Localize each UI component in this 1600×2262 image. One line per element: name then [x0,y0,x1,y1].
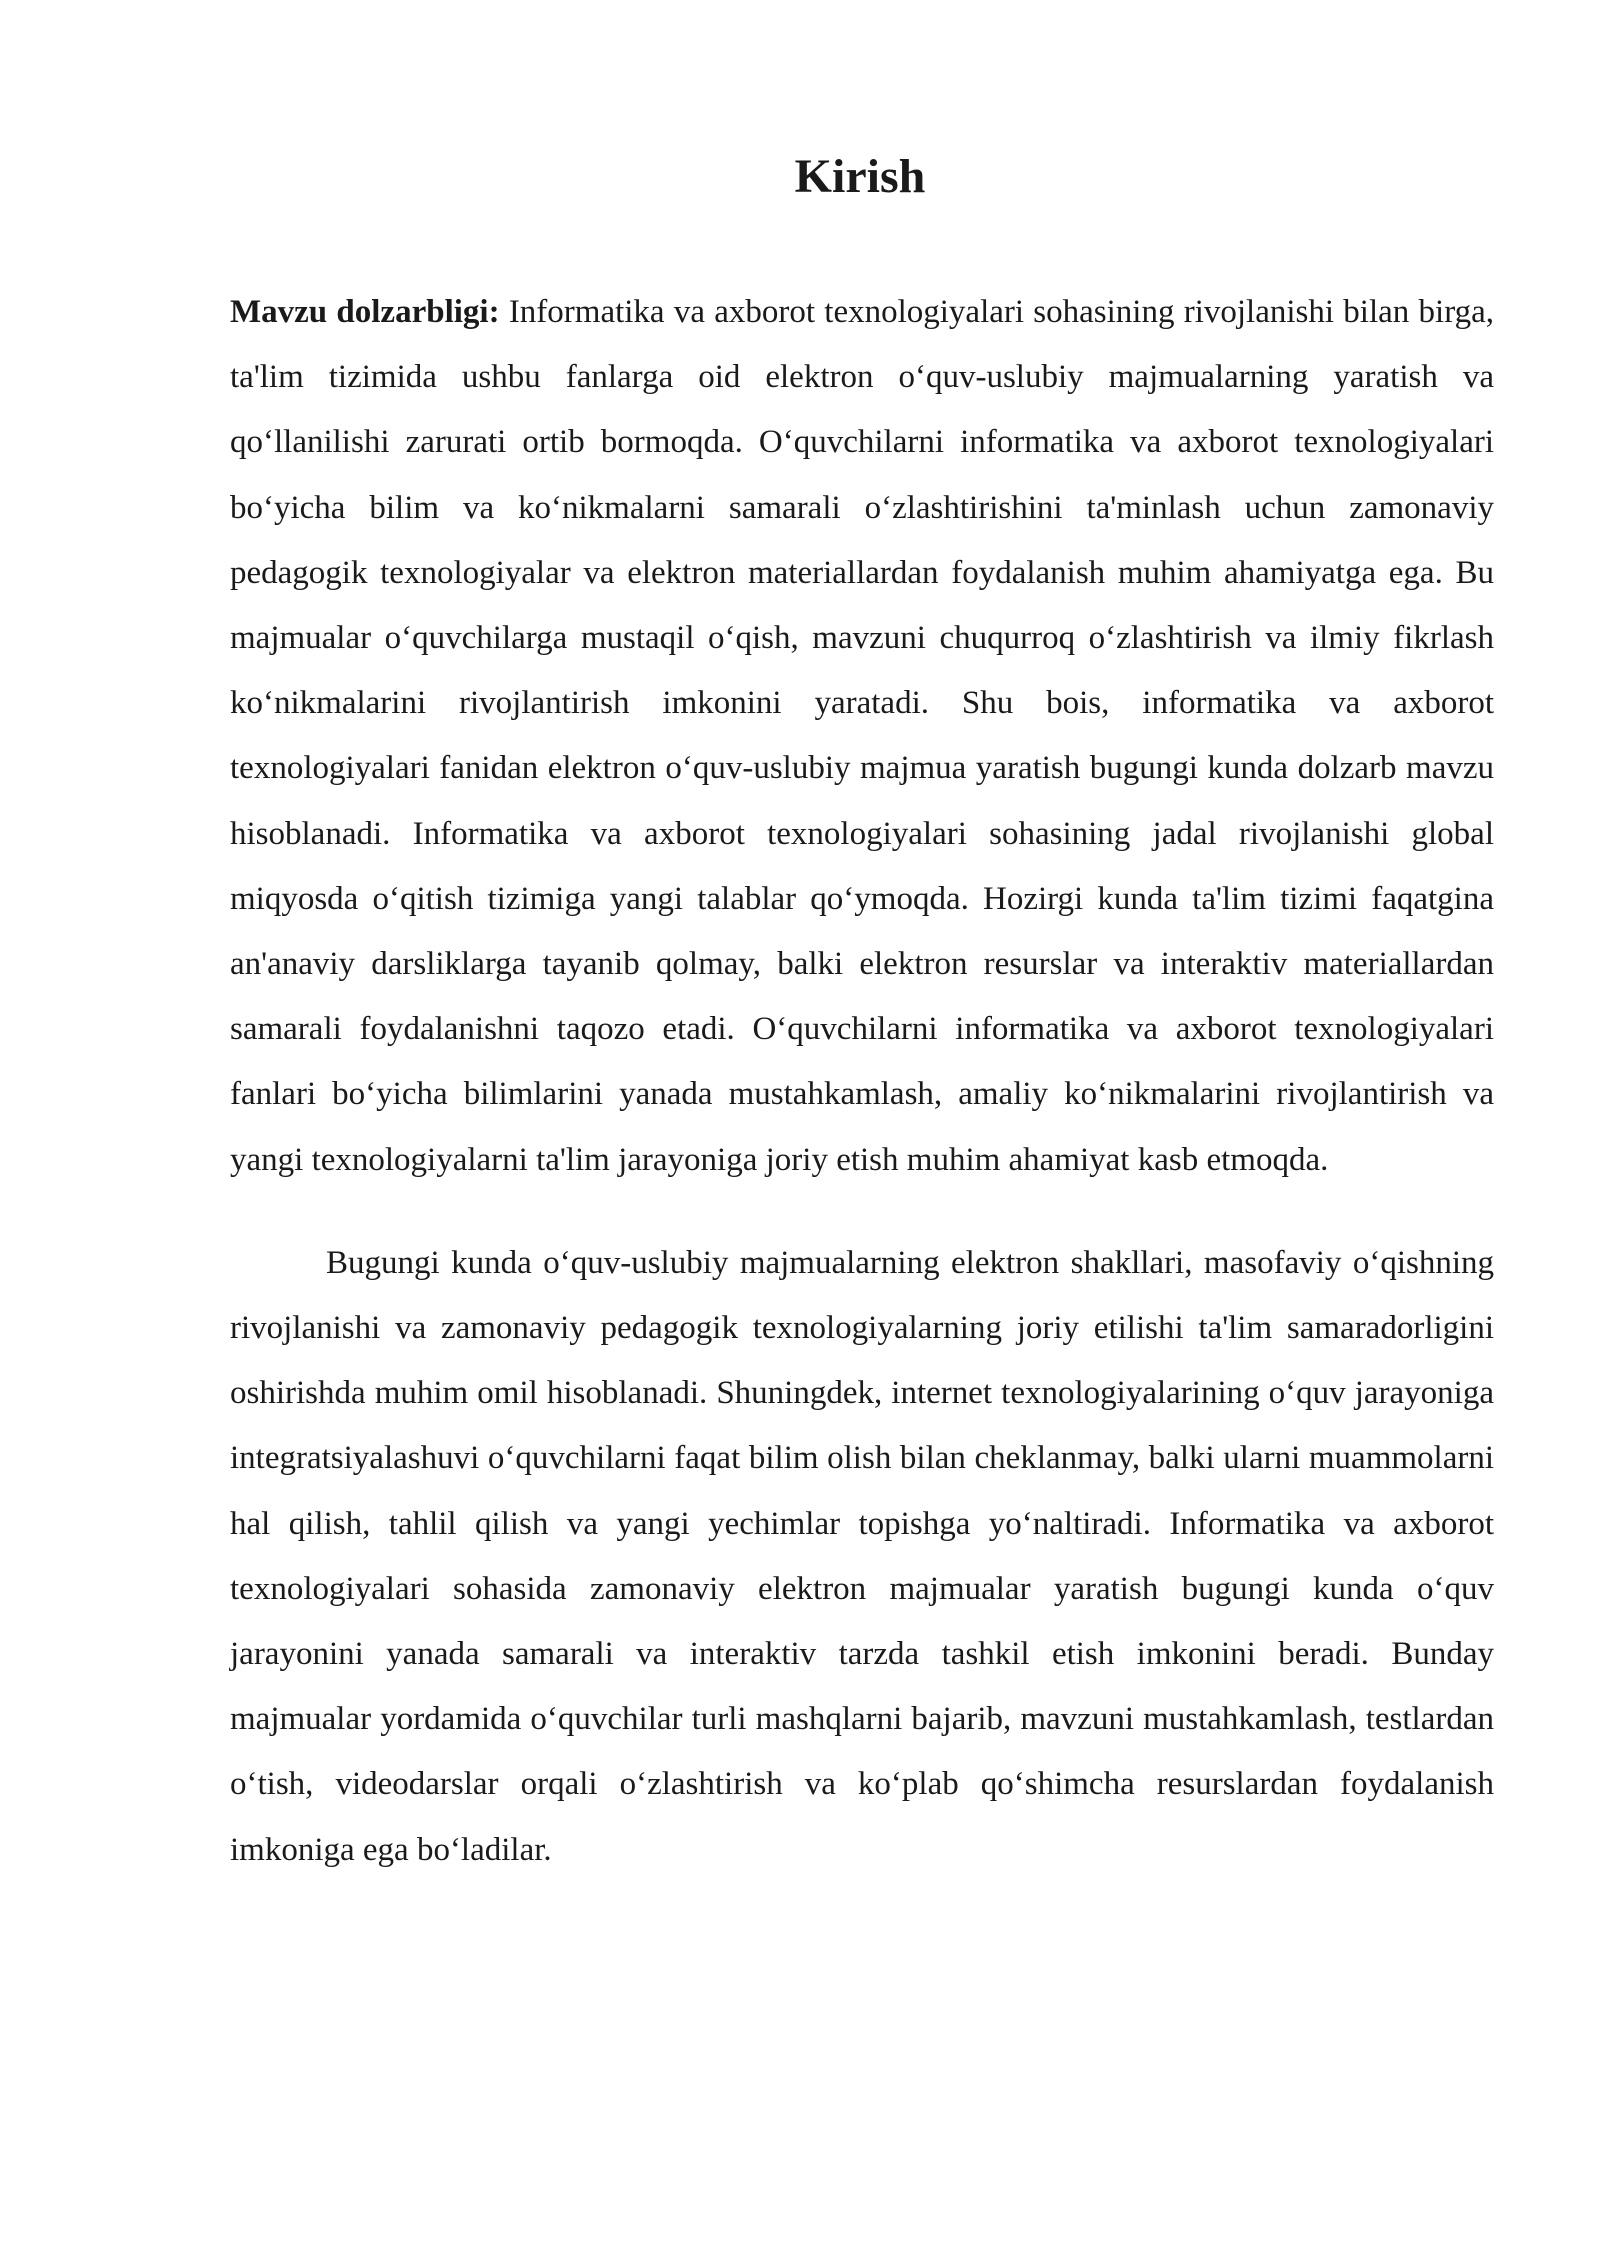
paragraph-lead: Mavzu dolzarbligi: [230,294,500,330]
paragraph-text: Informatika va axborot texnologiyalari sohasining rivojlanishi bilan birga, ta'lim tizimida ushbu fanlarga oid elektron o‘quv-uslubiy majmualarning yaratish va qo‘llanilishi zarurati ortib bormoqda. O‘quvchilarni informatika va axborot texnologiyalari bo‘yicha bilim va ko‘nikmalarni samarali o‘zlashtirishini ta'minlash uchun zamonaviy pedagogik texnologiyalar va elektron materiallardan foydalanish muhim ahamiyatga ega. Bu majmualar o‘quvchilarga mustaqil o‘qish, mavzuni chuqurroq o‘zlashtirish va ilmiy fikrlash ko‘nikmalarini rivojlantirish imkonini yaratadi. Shu bois, informatika va axborot texnologiyalari fanidan elektron o‘quv-uslubiy majmua yaratish bugungi kunda dolzarb mavzu hisoblanadi. Informatika va axborot texnologiyalari sohasining jadal rivojlanishi global miqyosda o‘qitish tizimiga yangi talablar qo‘ymoqda. Hozirgi kunda ta'lim tizimi faqatgina an'anaviy darsliklarga tayanib qolmay, balki elektron resurslar va interaktiv materiallardan samarali foydalanishni taqozo etadi. O‘quvchilarni informatika va axborot texnologiyalari fanlari bo‘yicha bilimlarini yanada mustahkamlash, amaliy ko‘nikmalarini rivojlantirish va yangi texnologiyalarni ta'lim jarayoniga joriy etish muhim ahamiyat kasb etmoqda. [230,294,1494,1178]
document-body [230,280,1494,1883]
paragraph-second: Bugungi kunda o‘quv-uslubiy majmualarning elektron shakllari, masofaviy o‘qishning rivojlanishi va zamonaviy pedagogik texnologiyalarning joriy etilishi ta'lim samaradorligini oshirishda muhim omil hisoblanadi. Shuningdek, internet texnologiyalarining o‘quv jarayoniga integratsiyalashuvi o‘quvchilarni faqat bilim olish bilan cheklanmay, balki ularni muammolarni hal qilish, tahlil qilish va yangi yechimlar topishga yo‘naltiradi. Informatika va axborot texnologiyalari sohasida zamonaviy elektron majmualar yaratish bugungi kunda o‘quv jarayonini yanada samarali va interaktiv tarzda tashkil etish imkonini beradi. Bunday majmualar yordamida o‘quvchilar turli mashqlarni bajarib, mavzuni mustahkamlash, testlardan o‘tish, videodarslar orqali o‘zlashtirish va ko‘plab qo‘shimcha resurslardan foydalanish imkoniga ega bo‘ladilar. [230,1244,1494,1868]
page-title: Kirish [794,150,926,203]
paragraph-relevance [230,280,1494,1193]
